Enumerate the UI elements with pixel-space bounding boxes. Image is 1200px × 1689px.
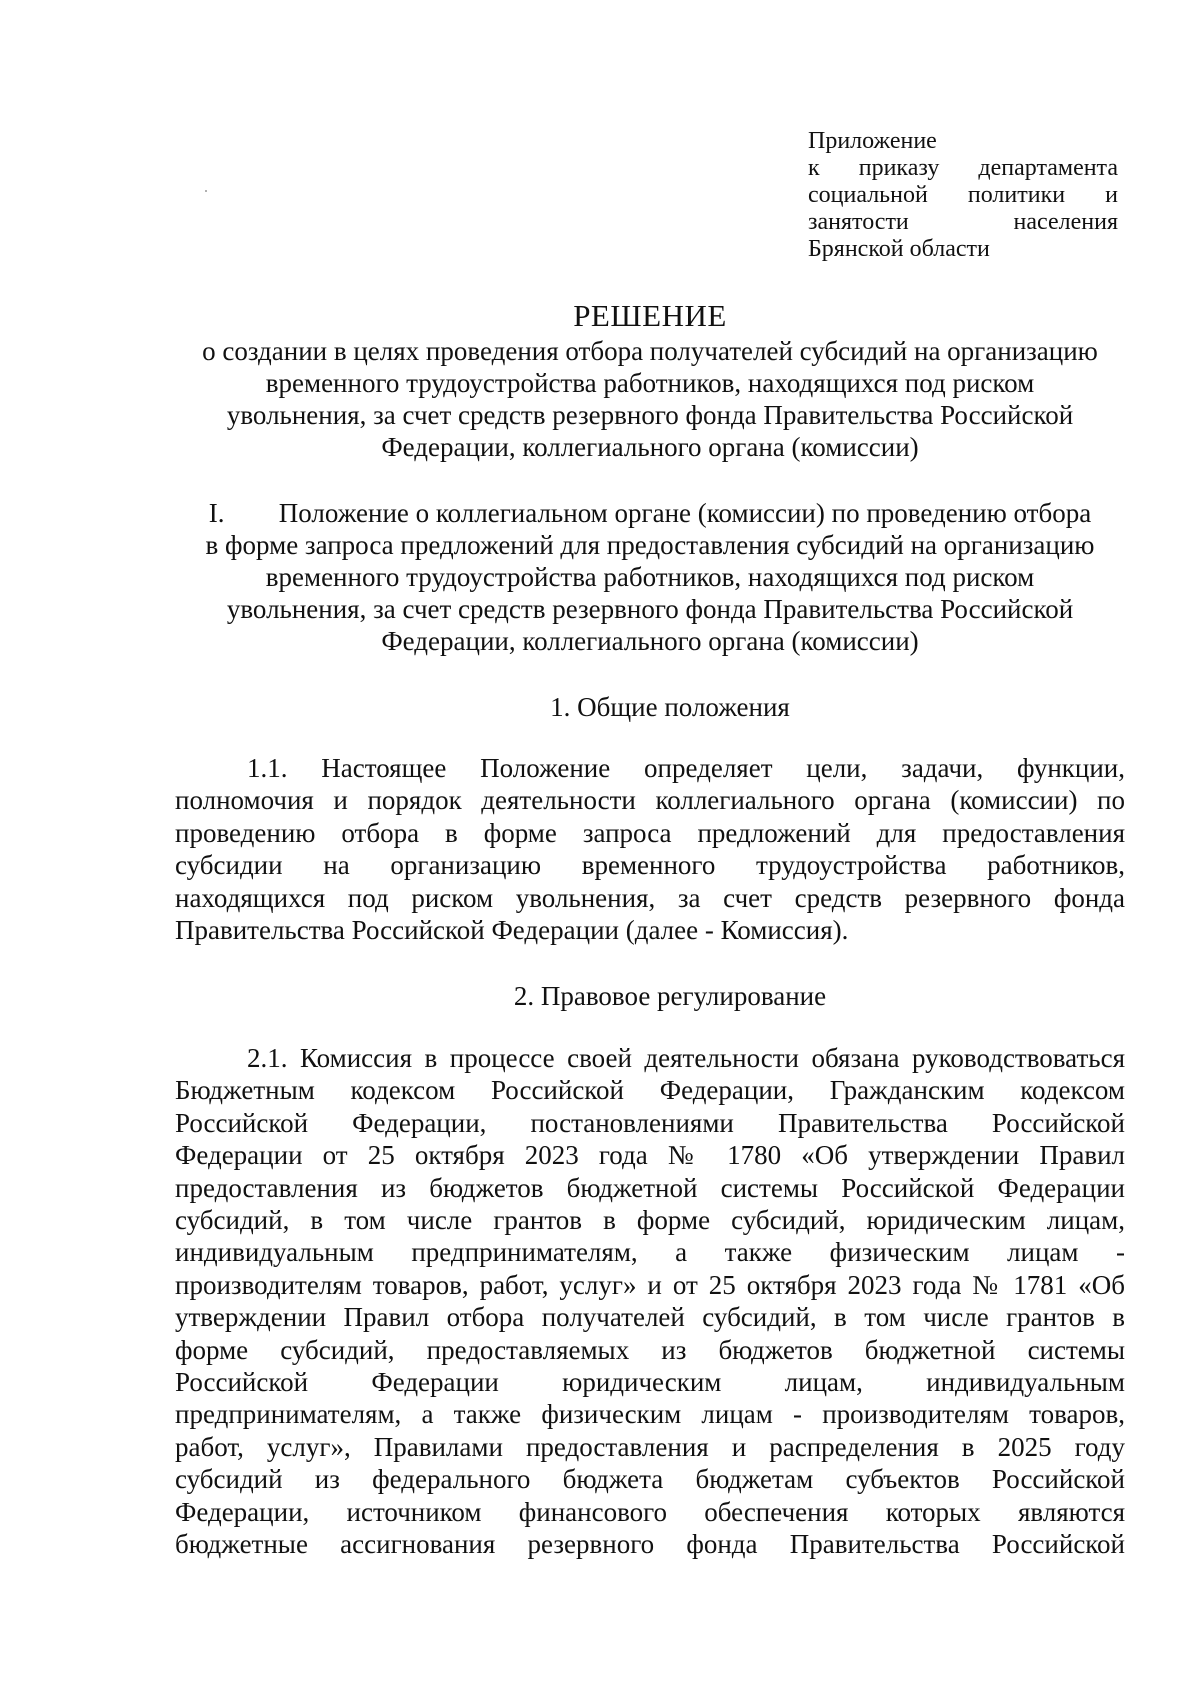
paragraph-line: субсидии на организацию временного трудоустройства работников, (175, 850, 1125, 881)
appendix-line: Приложение (808, 128, 937, 154)
paragraph-line: Российской Федерации юридическим лицам, индивидуальным (175, 1367, 1125, 1398)
decision-subtitle-line: временного трудоустройства работников, находящихся под риском (265, 368, 1035, 398)
section-number: I. (208, 498, 225, 528)
section-one-line: Федерации, коллегиального органа (комиссии) (381, 626, 919, 656)
section-one-line: в форме запроса предложений для предоставления субсидий на организацию (205, 530, 1095, 560)
heading-general-provisions: 1. Общие положения (550, 692, 790, 722)
paragraph-line: полномочия и порядок деятельности коллегиального органа (комиссии) по (175, 785, 1125, 816)
paragraph-line: 2.1. Комиссия в процессе своей деятельности обязана руководствоваться (247, 1043, 1125, 1073)
appendix-line: социальной политики и (808, 182, 1118, 208)
paragraph-line: Бюджетным кодексом Российской Федерации, Гражданским кодексом (175, 1075, 1125, 1106)
appendix-line: занятости населения (808, 209, 1118, 235)
decision-subtitle (170, 335, 1130, 463)
paragraph-line: бюджетные ассигнования резервного фонда Правительства Российской (175, 1529, 1125, 1560)
decision-subtitle-line: увольнения, за счет средств резервного фонда Правительства Российской (226, 400, 1074, 430)
paragraph-line: Российской Федерации, постановлениями Правительства Российской (175, 1107, 1125, 1138)
section-one-title-start: Положение о коллегиальном органе (комиссии) по проведению отбора (278, 498, 1092, 528)
paragraph-line: субсидий, в том числе грантов в форме субсидий, юридическим лицам, (175, 1205, 1125, 1236)
paragraph-line: Федерации, источником финансового обеспечения которых являются (175, 1496, 1125, 1527)
paragraph-line: 1.1. Настоящее Положение определяет цели, задачи, функции, (247, 753, 1125, 783)
appendix-block (808, 128, 1118, 263)
paragraph-1-1 (175, 752, 1125, 946)
decision-title: РЕШЕНИЕ (573, 298, 727, 333)
appendix-line: к приказу департамента (808, 155, 1118, 181)
paragraph-line: утверждении Правил отбора получателей субсидий, в том числе грантов в (175, 1302, 1125, 1333)
decision-subtitle-line: о создании в целях проведения отбора получателей субсидий на организацию (202, 336, 1098, 366)
paragraph-line: производителям товаров, работ, услуг» и от 25 октября 2023 года № 1781 «Об (175, 1269, 1125, 1300)
paragraph-line: находящихся под риском увольнения, за счет средств резервного фонда (175, 882, 1125, 913)
heading-legal-regulation: 2. Правовое регулирование (513, 981, 827, 1011)
paragraph-line: индивидуальным предпринимателям, а также физическим лицам - (175, 1237, 1125, 1268)
paragraph-line: субсидий из федерального бюджета бюджетам субъектов Российской (175, 1464, 1125, 1495)
section-one-line: увольнения, за счет средств резервного фонда Правительства Российской (226, 594, 1074, 624)
paragraph-line: предоставления из бюджетов бюджетной системы Российской Федерации (175, 1172, 1125, 1203)
paragraph-line: предпринимателям, а также физическим лицам - производителям товаров, (175, 1399, 1125, 1430)
appendix-line: Брянской области (808, 236, 990, 262)
section-one-first-line (170, 497, 1130, 529)
section-one-heading (170, 497, 1130, 657)
paragraph-line: работ, услуг», Правилами предоставления и распределения в 2025 году (175, 1431, 1125, 1462)
scan-speck (205, 190, 207, 192)
paragraph-line: форме субсидий, предоставляемых из бюджетов бюджетной системы (175, 1334, 1125, 1365)
paragraph-2-1 (175, 1042, 1125, 1561)
paragraph-line: Федерации от 25 октября 2023 года № 1780 «Об утверждении Правил (175, 1140, 1125, 1171)
section-one-line: временного трудоустройства работников, находящихся под риском (265, 562, 1035, 592)
decision-subtitle-line: Федерации, коллегиального органа (комиссии) (381, 432, 919, 462)
paragraph-line: Правительства Российской Федерации (далее - Комиссия). (175, 915, 849, 946)
paragraph-line: проведению отбора в форме запроса предложений для предоставления (175, 817, 1125, 848)
